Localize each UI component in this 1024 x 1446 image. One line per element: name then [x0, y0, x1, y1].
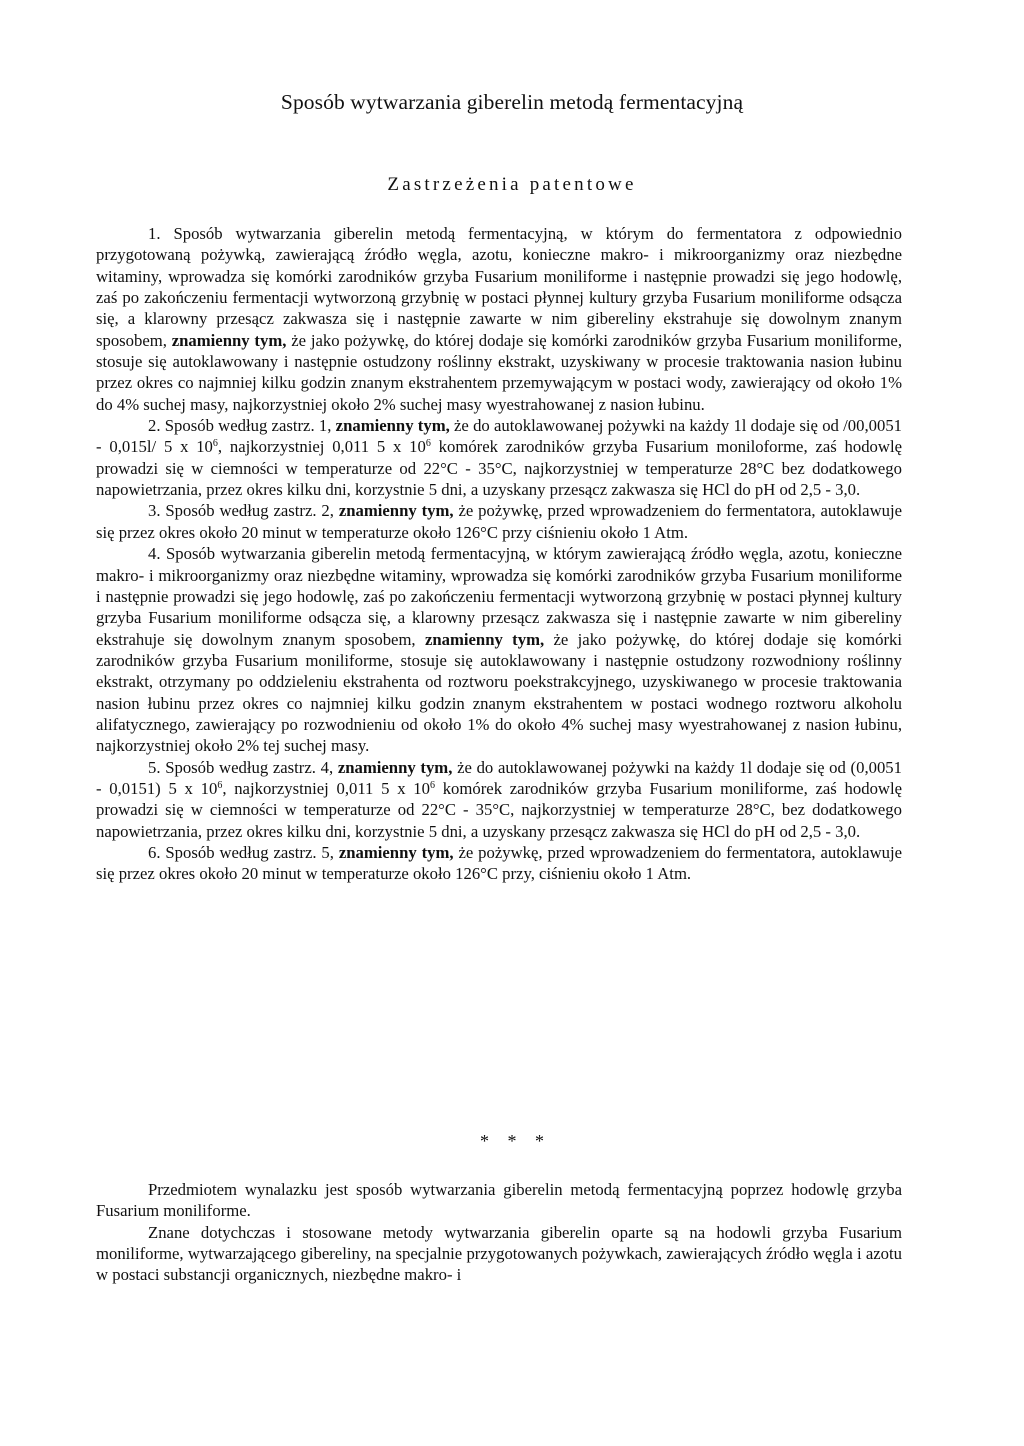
claim-text-run: 3. Sposób według zastrz. 2, [148, 501, 339, 521]
claim-characterizing-phrase: znamienny tym, [338, 501, 454, 521]
claim-characterizing-phrase: znamienny tym, [337, 757, 453, 777]
claim-text-run: 6. Sposób według zastrz. 5, [148, 842, 339, 862]
claim-text-run: 5. Sposób według zastrz. 4, [148, 757, 338, 777]
claim-characterizing-phrase: znamienny tym, [335, 416, 450, 436]
claim-characterizing-phrase: znamienny tym, [171, 330, 287, 350]
exponent: 6 [217, 779, 223, 791]
claim-characterizing-phrase: znamienny tym, [338, 842, 454, 862]
description-paragraph-2: Znane dotychczas i stosowane metody wytwarzania giberelin oparte są na hodowli grzyba Fusarium moniliforme, wytwarzającego gibereliny, na specjalnie przygotowanych pożywkach, zawierających źródło węgla i azotu w postaci substancji organicznych, niezbędne makro- i [96, 1222, 902, 1285]
claim-text-run: , najkorzystniej 0,011 5 x 10 [217, 437, 426, 457]
claim-text-run: że jako pożywkę, do której dodaje się komórki zarodników grzyba Fusarium moniliforme, stosuje się autoklawowany i następnie ostudzony roślinny ekstrakt, uzyskiwany w procesie traktowania nasion łubinu przez okres co najmniej kilku godzin znanym ekstrahentem przemywającym w postaci wody, zawierający od około 1% do 4% suchej masy, najkorzystniej około 2% suchej masy wyestrahowanej z nasion łubinu. [96, 330, 903, 414]
claim-characterizing-phrase: znamienny tym, [424, 629, 545, 649]
section-separator: * * * [480, 1131, 544, 1151]
claim-3 [96, 500, 902, 543]
claims-heading: Zastrzeżenia patentowe [387, 174, 637, 195]
claim-text-run: że do autoklawowanej pożywki na każdy 1l dodaje się od /00,0051 - 0,015l/ 5 x 10 [96, 416, 903, 457]
claim-text-run: że do autoklawowanej pożywki na każdy 1l dodaje się od (0,0051 - 0,0151) 5 x 10 [96, 757, 902, 798]
claim-1 [96, 223, 902, 415]
claim-text-run: , najkorzystniej 0,011 5 x 10 [222, 778, 430, 798]
description [96, 1179, 902, 1286]
claim-text-run: 2. Sposób według zastrz. 1, [148, 416, 336, 436]
document-title: Sposób wytwarzania giberelin metodą fermentacyjną [280, 90, 744, 114]
claim-text-run: że pożywkę, przed wprowadzeniem do fermentatora, autoklawuje się przez okres około 20 minut w temperaturze około 126°C przy, ciśnieniu około 1 Atm. [96, 842, 903, 884]
claim-4 [96, 543, 902, 756]
claim-6 [96, 842, 902, 885]
claim-text-run: 1. Sposób wytwarzania giberelin metodą fermentacyjną, w którym do fermentatora z odpowiednio przygotowaną pożywką, zawierającą źródło węgla, azotu, konieczne makro- i mikroorganizmy oraz niezbędne witaminy, wprowadza się komórki zarodników grzyba Fusarium moniliforme i następnie prowadzi się jego hodowlę, zaś po zakończeniu fermentacji wytworzoną grzybnię w postaci płynnej kultury grzyba Fusarium moniliforme odsącza się, a klarowny przesącz zakwasza się i następnie zawarte w nim gibereliny ekstrahuje się dowolnym znanym sposobem, [96, 224, 902, 350]
exponent: 6 [212, 438, 218, 450]
claims-list [96, 223, 902, 885]
description-paragraph-1: Przedmiotem wynalazku jest sposób wytwarzania giberelin metodą fermentacyjną poprzez hodowlę grzyba Fusarium moniliforme. [96, 1180, 902, 1221]
claim-5 [96, 757, 902, 842]
claim-text-run: że jako pożywkę, do której dodaje się komórki zarodników grzyba Fusarium moniliforme, stosuje się autoklawowany i następnie ostudzony rozwodniony roślinny ekstrakt, otrzymany po oddzieleniu ekstrahenta od roztworu poekstrakcyjnego, uzyskiwanego w procesie traktowania nasion łubinu przez okres co najmniej kilku godzin znanym ekstrahentem w postaci wodnego roztworu alkoholu alifatycznego, zawierający po rozwodnieniu od około 1% do około 4% suchej masy wyestrahowanej z nasion łubinu, najkorzystniej około 2% tej suchej masy. [96, 629, 903, 756]
claim-text-run: że pożywkę, przed wprowadzeniem do fermentatora, autoklawuje się przez okres około 20 minut w temperaturze około 126°C przy ciśnieniu około 1 Atm. [96, 501, 903, 542]
exponent: 6 [429, 779, 435, 791]
claim-text-run: 4. Sposób wytwarzania giberelin metodą fermentacyjną, w którym zawierającą źródło węgla, azotu, konieczne makro- i mikroorganizmy oraz niezbędne witaminy, wprowadza się komórki zarodników grzyba Fusarium moniliforme i następnie prowadzi się jego hodowlę, zaś po zakończeniu fermentacji wytworzoną grzybnię w postaci płynnej kultury grzyba Fusarium moniliforme odsącza się, a klarowny przesącz zakwasza się i następnie zawarte w nim gibereliny ekstrahuje się dowolnym znanym sposobem, [96, 544, 902, 649]
claim-2 [96, 415, 902, 500]
exponent: 6 [425, 438, 431, 450]
claim-text-run: komórek zarodników grzyba Fusarium moniliforme, zaś hodowlę prowadzi się w ciemności w temperaturze od 22°C - 35°C, najkorzystniej w temperaturze 28°C, bez dodatkowego napowietrzania, przez okres kilku dni, korzystnie 5 dni, a uzyskany przesącz zakwasza się HCl do pH od 2,5 - 3,0. [96, 778, 903, 841]
claim-text-run: komórek zarodników grzyba Fusarium moniloforme, zaś hodowlę prowadzi się w ciemności w temperaturze od 22°C - 35°C, najkorzystniej w temperaturze 28°C bez dodatkowego napowietrzania, przez okres kilku dni, korzystnie 5 dni, a uzyskany przesącz zakwasza się HCl do pH od 2,5 - 3,0. [96, 437, 902, 500]
